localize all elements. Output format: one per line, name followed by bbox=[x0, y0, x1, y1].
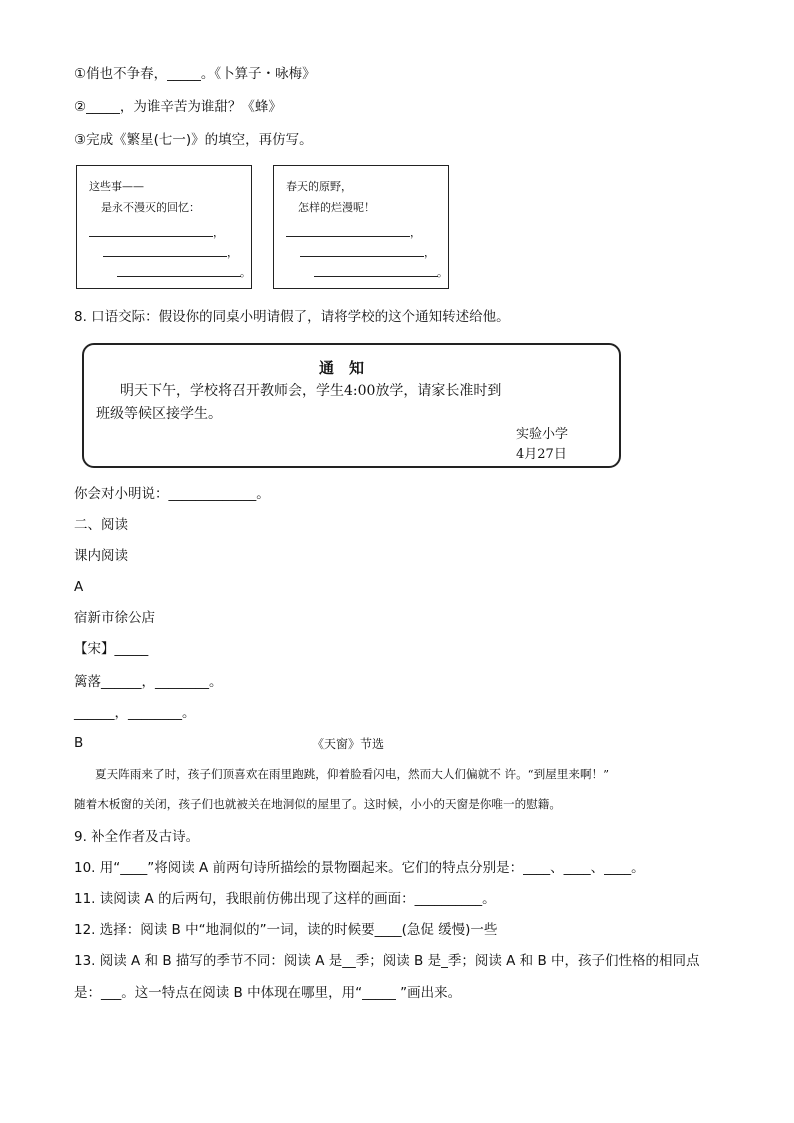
box-right-blank2 bbox=[300, 256, 424, 257]
box-right-line1: 春天的原野， bbox=[286, 180, 352, 193]
box-right-period: 。 bbox=[437, 266, 448, 279]
box-left-blank1 bbox=[89, 236, 213, 237]
question-13-line1: 13. 阅读 A 和 B 描写的季节不同：阅读 A 是__季；阅读 B 是_季；阅读 A 和 B 中，孩子们性格的相同点 bbox=[74, 953, 700, 969]
question-11: 11. 读阅读 A 的后两句，我眼前仿佛出现了这样的画面：__________。 bbox=[74, 891, 496, 907]
box-left-blank2 bbox=[103, 256, 227, 257]
poem-line1: 篱落______，________。 bbox=[74, 674, 223, 690]
fill-box-left bbox=[76, 165, 252, 289]
box-right-line2: 怎样的烂漫呢！ bbox=[298, 201, 375, 214]
poem-title: 宿新市徐公店 bbox=[74, 610, 155, 626]
notice-body-line2: 班级等候区接学生。 bbox=[96, 406, 222, 422]
section-heading: 二、阅读 bbox=[74, 517, 128, 533]
notice-date: 4月27日 bbox=[516, 447, 567, 462]
box-left-blank3 bbox=[117, 276, 241, 277]
question-13-line2: 是：___。这一特点在阅读 B 中体现在哪里，用“_____ ”画出来。 bbox=[74, 985, 462, 1001]
notice-card bbox=[82, 343, 621, 468]
poem-line2: ______，________。 bbox=[74, 705, 196, 721]
question-9: 9. 补全作者及古诗。 bbox=[74, 829, 200, 845]
box-left-comma2: ， bbox=[227, 246, 238, 259]
box-left-line2: 是永不漫灭的回忆： bbox=[101, 201, 200, 214]
excerpt-title: 《天窗》节选 bbox=[312, 737, 385, 751]
notice-body-line1: 明天下午，学校将召开教师会，学生4:00放学，请家长准时到 bbox=[120, 383, 502, 399]
excerpt-line2: 随着木板窗的关闭，孩子们也就被关在地洞似的屋里了。这时候，小小的天窗是你唯一的慰籍。 bbox=[74, 797, 561, 811]
section-subheading: 课内阅读 bbox=[74, 548, 128, 564]
notice-title: 通 知 bbox=[319, 359, 365, 377]
q8-prompt: 8. 口语交际：假设你的同桌小明请假了，请将学校的这个通知转述给他。 bbox=[74, 309, 510, 325]
question-10: 10. 用“____”将阅读 A 前两句诗所描绘的景物圈起来。它们的特点分别是：____、____、____。 bbox=[74, 860, 645, 876]
q7-line2: ②_____，为谁辛苦为谁甜？《蜂》 bbox=[74, 99, 282, 115]
reading-a-label: A bbox=[74, 579, 84, 595]
excerpt-line1: 夏天阵雨来了时，孩子们顶喜欢在雨里跑跳，仰着脸看闪电，然而大人们偏就不 许。“到屋里来啊！” bbox=[95, 767, 610, 781]
box-left-line1: 这些事—— bbox=[89, 180, 144, 193]
answer-line: 你会对小明说：_____________。 bbox=[74, 486, 270, 502]
box-left-period: 。 bbox=[240, 266, 251, 279]
box-right-blank3 bbox=[314, 276, 438, 277]
notice-signature: 实验小学 bbox=[516, 427, 569, 442]
box-left-comma1: ， bbox=[213, 226, 224, 239]
fill-box-right bbox=[273, 165, 449, 289]
q7-line1: ①俏也不争春，_____。《卜算子・咏梅》 bbox=[74, 66, 316, 82]
box-right-comma2: ， bbox=[424, 246, 435, 259]
reading-b-label: B bbox=[74, 735, 84, 751]
poem-author: 【宋】_____ bbox=[74, 641, 149, 657]
box-right-blank1 bbox=[286, 236, 410, 237]
box-right-comma1: ， bbox=[410, 226, 421, 239]
q7-line3: ③完成《繁星(七一)》的填空，再仿写。 bbox=[74, 132, 313, 148]
question-12: 12. 选择：阅读 B 中“地洞似的”一词，读的时候要____(急促 缓慢)一些 bbox=[74, 922, 498, 938]
